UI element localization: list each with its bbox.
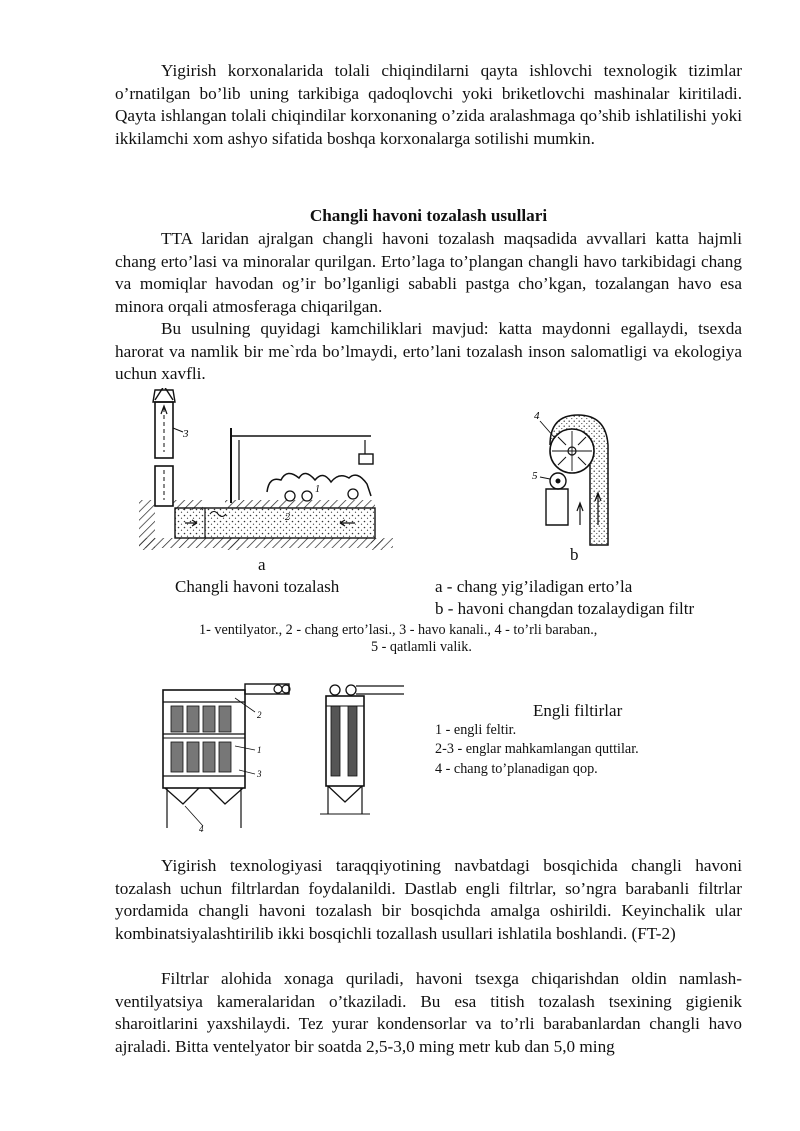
sleeve-filter-item-3: 4 - chang to’planadigan qop.: [435, 761, 598, 777]
drum-filter-drawing: [528, 405, 628, 550]
paragraph-disadvantages: Bu usulning quyidagi kamchiliklari mavjud: katta maydonni egallaydi, tsexda harorat va namlik bir me`rda bo’lmaydi, erto’lani tozalash inson salomatligi va ekologiya uchun xavfli.: [115, 319, 742, 384]
figure-caption-b: b - havoni changdan tozalaydigan filtr: [435, 599, 695, 618]
sleeve-filter-front-drawing: [155, 678, 295, 833]
sleeve-filter-title: Engli filtirlar: [533, 701, 623, 720]
sleeve-label-2: 2: [257, 710, 262, 720]
paragraph-filters-history: Yigirish texnologiyasi taraqqiyotining navbatdagi bosqichida changli havoni tozalash uchun filtrlardan foydalanildi. Dastlab engli filtrlar, so’ngra barabanli filtrlar yordamida changli havoni tozalash bir bosqichda amalga oshirildi. Keyinchalik ular kombinatsiyalashtirilib ikki bosqichli tozallash usullari ishlatila boshlandi. (FT-2): [115, 856, 742, 943]
sleeve-filter-item-1: 1 - engli feltir.: [435, 722, 517, 738]
drawing-label-2: 2: [285, 512, 290, 523]
drawing-label-4: 4: [534, 410, 540, 422]
figure-caption-title: Changli havoni tozalash: [175, 577, 340, 596]
figure-legend-line-2: 5 - qatlamli valik.: [371, 639, 472, 655]
figure-caption-a: a - chang yig’iladigan erto’la: [435, 577, 633, 596]
section-heading: Changli havoni tozalash usullari: [309, 206, 548, 225]
sleeve-label-1: 1: [257, 745, 262, 755]
drawing-label-5: 5: [532, 470, 538, 482]
paragraph-waste-processing: Yigirish korxonalarida tolali chiqindilarni qayta ishlovchi texnologik tizimlar o’rnatilgan bo’lib uning tarkibiga qadoqlovchi yoki briketlovchi mashinalar kiritiladi. Qayta ishlangan tolali chiqindilar korxonaning o’zida aralashmaga qo’shib ishlatilishi yoki ikkilamchi xom ashyo sifatida boshqa korxonalarga sotilishi mumkin.: [115, 61, 742, 148]
figure-legend-line-1: 1- ventilyator., 2 - chang erto’lasi., 3 - havo kanali., 4 - to’rli baraban.,: [199, 622, 598, 638]
paragraph-cellar-method: TTA laridan ajralgan changli havoni tozalash maqsadida avvallari katta hajmli chang erto’lasi va minoralar qurilgan. Erto’laga to’plangan changli havo tarkibidagi chang va momiqlar havodan og’ir bo’lganligi sababli pastga cho’kgan, tozalangan havo esa minora orqali atmosferaga chiqarilgan.: [115, 229, 742, 316]
sleeve-label-4: 4: [199, 824, 204, 833]
dust-cellar-drawing: [135, 388, 400, 560]
sleeve-filter-side-drawing: [318, 678, 408, 818]
sleeve-label-3: 3: [257, 769, 262, 779]
paragraph-filter-room: Filtrlar alohida xonaga quriladi, havoni tsexga chiqarishdan oldin namlash-ventilyatsiya kameralaridan o’tkaziladi. Bu esa titish tozalash tsexining gigienik sharoitlarini yaxshilaydi. Tez yurar kondensorlar va to’rli barabanlardan changli havo ajraladi. Bitta ventelyator bir soatda 2,5-3,0 ming metr kub dan 5,0 ming: [115, 969, 742, 1056]
sleeve-filter-item-2: 2-3 - englar mahkamlangan quttilar.: [435, 741, 639, 757]
drawing-label-1: 1: [315, 484, 320, 495]
figure-label-a: a: [258, 555, 266, 574]
figure-label-b: b: [570, 545, 579, 564]
drawing-label-3: 3: [183, 428, 189, 440]
